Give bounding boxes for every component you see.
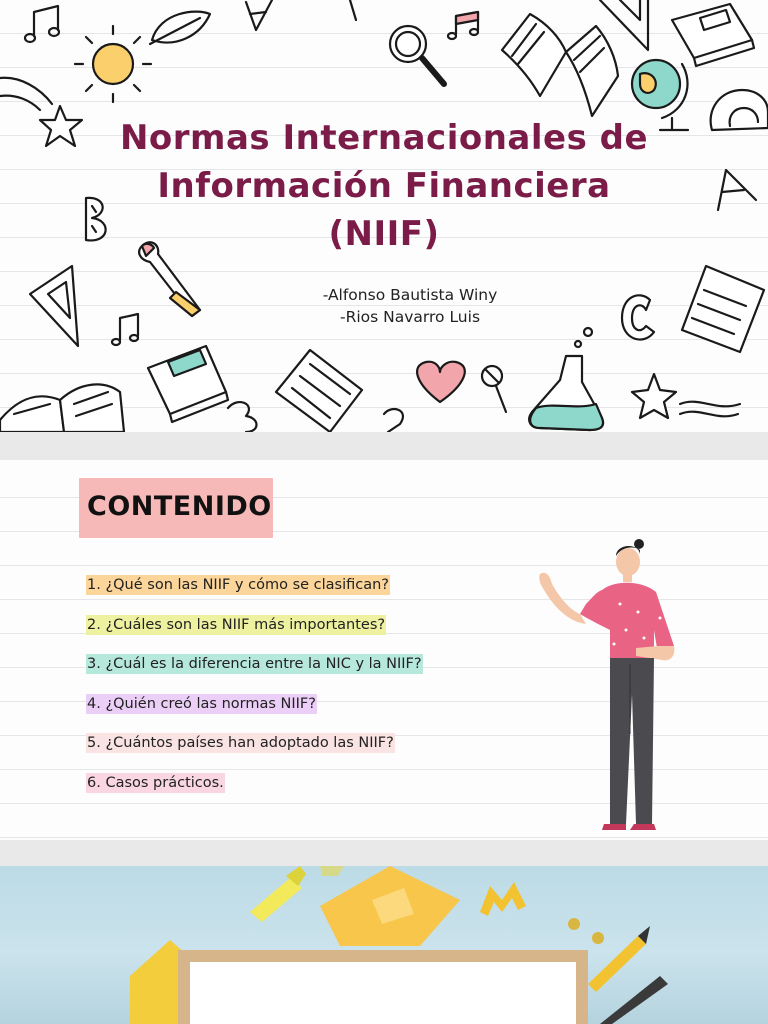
- open-book-icon: [502, 14, 618, 116]
- magnifier-icon: [390, 26, 444, 84]
- notebook-icon: [148, 346, 228, 422]
- music-note-icon: [112, 314, 138, 345]
- title-line-1: Normas Internacionales de: [119, 118, 649, 158]
- contents-slide: [0, 460, 768, 840]
- authors: [250, 284, 570, 328]
- music-note-icon: [25, 6, 59, 42]
- triangle-ruler-icon: [30, 266, 78, 346]
- star-icon: [632, 374, 740, 418]
- contents-item-3: 3. ¿Cuál es la diferencia entre la NIC y la NIIF?: [87, 656, 422, 672]
- document-icon: [682, 266, 764, 352]
- heart-icon: [417, 362, 465, 402]
- title-line-3: (NIIF): [328, 214, 440, 254]
- letter-c-doodle: [622, 295, 654, 339]
- sun-icon: [75, 26, 151, 102]
- pencil-doodle: [350, 0, 356, 20]
- contents-heading-box: [79, 478, 273, 538]
- contents-item-2: 2. ¿Cuáles son las NIIF más importantes?: [87, 616, 386, 633]
- document-icon: [276, 350, 362, 432]
- number-doodle: [384, 409, 403, 432]
- notebook-icon: [672, 4, 754, 66]
- contents-item-5: 5. ¿Cuántos países han adoptado las NIIF?: [87, 735, 394, 751]
- contents-list: [86, 575, 423, 812]
- cover-slide: [0, 0, 768, 432]
- number-doodle: [228, 402, 257, 432]
- cover-title: [0, 114, 768, 258]
- music-note-icon: [448, 12, 478, 39]
- author-2: -Rios Navarro Luis: [339, 308, 481, 326]
- title-line-2: Información Financiera: [157, 166, 611, 206]
- contents-item-4: 4. ¿Quién creó las normas NIIF?: [87, 695, 316, 712]
- letter-a-doodle: [246, 0, 272, 30]
- contents-heading: CONTENIDO: [87, 491, 272, 522]
- presenter-person: [530, 534, 690, 834]
- desk-photo: [0, 866, 768, 1024]
- desk-photo-slide: [0, 866, 768, 1024]
- contents-item-1: 1. ¿Qué son las NIIF y cómo se clasifican?: [87, 577, 389, 593]
- leaf-icon: [150, 12, 210, 44]
- flask-icon: [529, 328, 603, 430]
- open-book-icon: [0, 384, 124, 432]
- author-1: -Alfonso Bautista Winy: [322, 286, 498, 304]
- contents-item-6: 6. Casos prácticos.: [87, 774, 224, 791]
- pushpin-icon: [482, 366, 506, 412]
